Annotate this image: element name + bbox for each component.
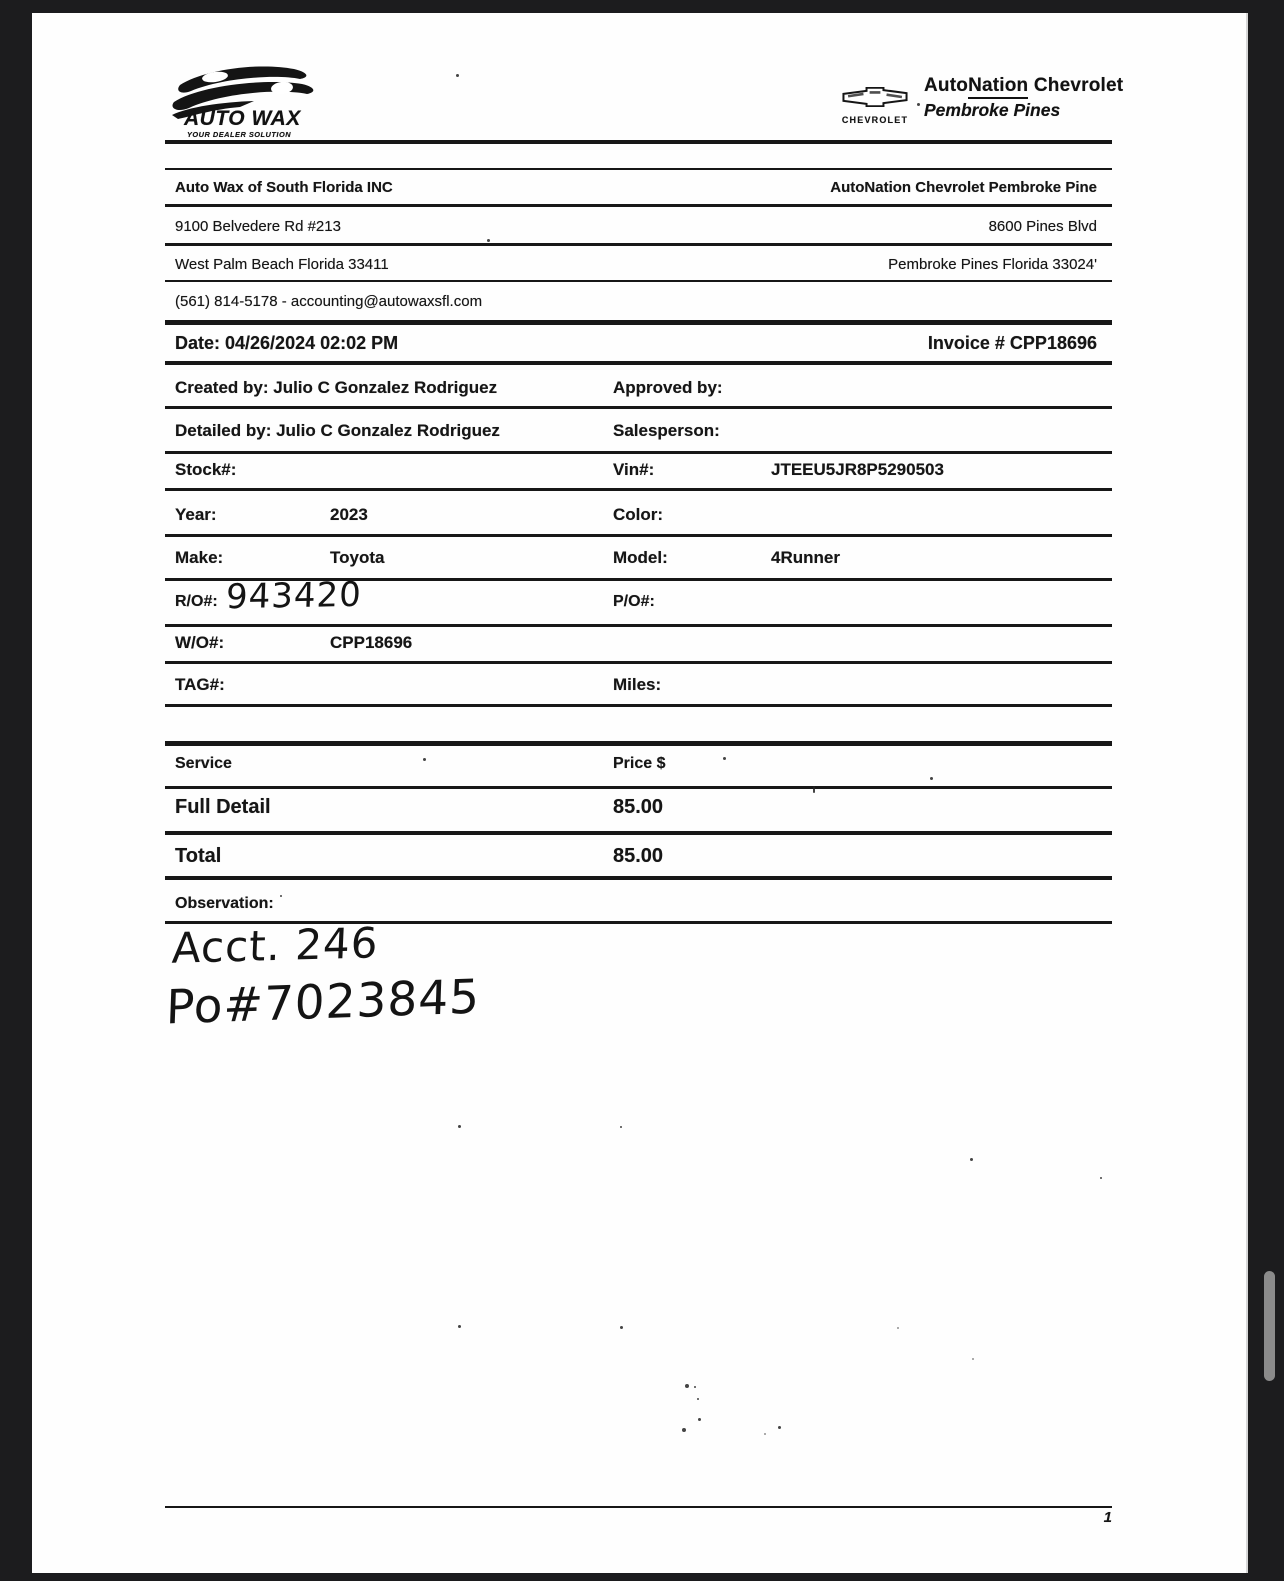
salesperson-label: Salesperson: — [613, 421, 720, 440]
divider — [165, 320, 1112, 325]
party-city-row — [175, 256, 1097, 273]
vendor-logo-tagline: YOUR DEALER SOLUTION — [187, 130, 292, 139]
scan-speck — [458, 1125, 461, 1128]
handwritten-po-note: Po#7023845 — [165, 969, 481, 1036]
scan-speck — [697, 1398, 699, 1400]
year-value: 2023 — [330, 505, 368, 524]
scan-speck — [972, 1358, 974, 1360]
wo-row — [175, 633, 1112, 653]
divider — [165, 876, 1112, 880]
service-column-header: Service — [175, 755, 232, 772]
scan-speck — [930, 777, 933, 780]
wo-label: W/O#: — [175, 633, 225, 652]
tag-miles-row — [175, 675, 1112, 695]
service-item-name: Full Detail — [175, 796, 271, 818]
brand-nation: Nation — [968, 75, 1028, 99]
divider — [165, 534, 1112, 537]
divider — [165, 168, 1112, 170]
scan-speck — [456, 74, 459, 77]
total-price: 85.00 — [613, 845, 664, 867]
brand-chevrolet: Chevrolet — [1028, 75, 1124, 96]
model-label: Model: — [613, 548, 668, 567]
scan-speck — [723, 757, 726, 760]
model-value: 4Runner — [771, 548, 840, 567]
observation-label: Observation: — [175, 895, 274, 912]
ro-label: R/O#: — [175, 593, 218, 610]
divider — [165, 488, 1112, 491]
vendor-contact-row — [175, 293, 1097, 310]
scan-speck — [813, 786, 815, 793]
total-label: Total — [175, 845, 222, 867]
divider — [165, 704, 1112, 707]
year-color-row — [175, 505, 1112, 525]
scan-speck — [458, 1325, 461, 1328]
scanned-invoice-page — [32, 13, 1248, 1573]
page-number: 1 — [1103, 1509, 1112, 1526]
scrollbar-thumb[interactable] — [1264, 1271, 1275, 1381]
invoice-date: Date: 04/26/2024 02:02 PM — [175, 333, 399, 353]
service-item-row — [175, 796, 1112, 819]
divider — [165, 361, 1112, 365]
created-approved-row — [175, 378, 1112, 398]
created-by: Created by: Julio C Gonzalez Rodriguez — [175, 378, 498, 397]
vendor-name: Auto Wax of South Florida INC — [175, 179, 393, 196]
scan-speck — [917, 103, 920, 106]
chevrolet-bowtie-block — [838, 75, 912, 125]
dealer-name: AutoNation Chevrolet Pembroke Pine — [830, 179, 1097, 196]
divider — [165, 831, 1112, 835]
chevrolet-bowtie-icon — [840, 87, 910, 107]
date-invoice-row — [175, 333, 1097, 354]
scan-speck — [280, 895, 282, 897]
make-model-row — [175, 548, 1112, 568]
brand-auto: Auto — [924, 75, 969, 96]
scan-speck — [897, 1327, 899, 1329]
scan-speck — [620, 1126, 622, 1128]
make-value: Toyota — [330, 548, 385, 567]
divider — [165, 741, 1112, 746]
party-street-row — [175, 218, 1097, 235]
wo-value: CPP18696 — [330, 633, 413, 652]
miles-label: Miles: — [613, 675, 662, 694]
scan-speck — [487, 239, 490, 242]
tag-label: TAG#: — [175, 675, 225, 694]
approved-by-label: Approved by: — [613, 378, 723, 397]
stock-vin-row — [175, 460, 1112, 480]
divider — [165, 624, 1112, 627]
service-table-header — [175, 755, 1112, 773]
dealer-city: Pembroke Pines Florida 33024' — [888, 256, 1097, 273]
handwritten-ro-number: 943420 — [225, 574, 363, 618]
divider — [165, 406, 1112, 409]
make-label: Make: — [175, 548, 224, 567]
vendor-contact: (561) 814-5178 - accounting@autowaxsfl.com — [175, 293, 483, 310]
scan-speck — [685, 1384, 689, 1388]
scan-speck — [778, 1426, 781, 1429]
autonation-brand — [924, 75, 1123, 97]
divider — [165, 243, 1112, 246]
invoice-number: Invoice # CPP18696 — [927, 333, 1097, 353]
price-column-header: Price $ — [613, 755, 666, 772]
scan-speck — [698, 1418, 701, 1421]
stock-label: Stock#: — [175, 460, 237, 479]
year-label: Year: — [175, 505, 217, 524]
detailed-by: Detailed by: Julio C Gonzalez Rodriguez — [175, 421, 500, 440]
vin-label: Vin#: — [613, 460, 655, 479]
footer-divider — [165, 1506, 1112, 1508]
po-label: P/O#: — [613, 593, 655, 610]
divider — [165, 280, 1112, 282]
scan-speck — [423, 758, 426, 761]
vendor-city: West Palm Beach Florida 33411 — [175, 256, 389, 273]
scan-speck — [970, 1158, 973, 1161]
detailed-salesperson-row — [175, 421, 1112, 441]
scan-speck — [682, 1428, 686, 1432]
divider — [165, 451, 1112, 454]
scan-speck — [694, 1386, 696, 1388]
dealer-location-name: Pembroke Pines — [924, 100, 1061, 120]
divider — [165, 204, 1112, 207]
service-item-price: 85.00 — [613, 796, 664, 818]
chevrolet-wordmark: CHEVROLET — [841, 115, 909, 125]
handwritten-account-note: Acct. 246 — [170, 918, 380, 973]
service-total-row — [175, 845, 1112, 868]
color-label: Color: — [613, 505, 664, 524]
scan-speck — [1100, 1177, 1102, 1179]
divider — [165, 786, 1112, 789]
party-name-row — [175, 179, 1097, 196]
auto-wax-car-icon — [170, 61, 328, 145]
vendor-logo — [170, 61, 328, 145]
autonation-text-block — [924, 75, 1123, 121]
scan-speck — [620, 1326, 623, 1329]
scan-speck — [764, 1433, 766, 1435]
vendor-street: 9100 Belvedere Rd #213 — [175, 218, 341, 235]
divider — [165, 140, 1112, 144]
dealer-street: 8600 Pines Blvd — [988, 218, 1097, 235]
vin-value: JTEEU5JR8P5290503 — [771, 460, 944, 479]
dealer-logo — [838, 75, 1123, 125]
divider — [165, 661, 1112, 664]
vendor-logo-title: AUTO WAX — [184, 107, 301, 130]
